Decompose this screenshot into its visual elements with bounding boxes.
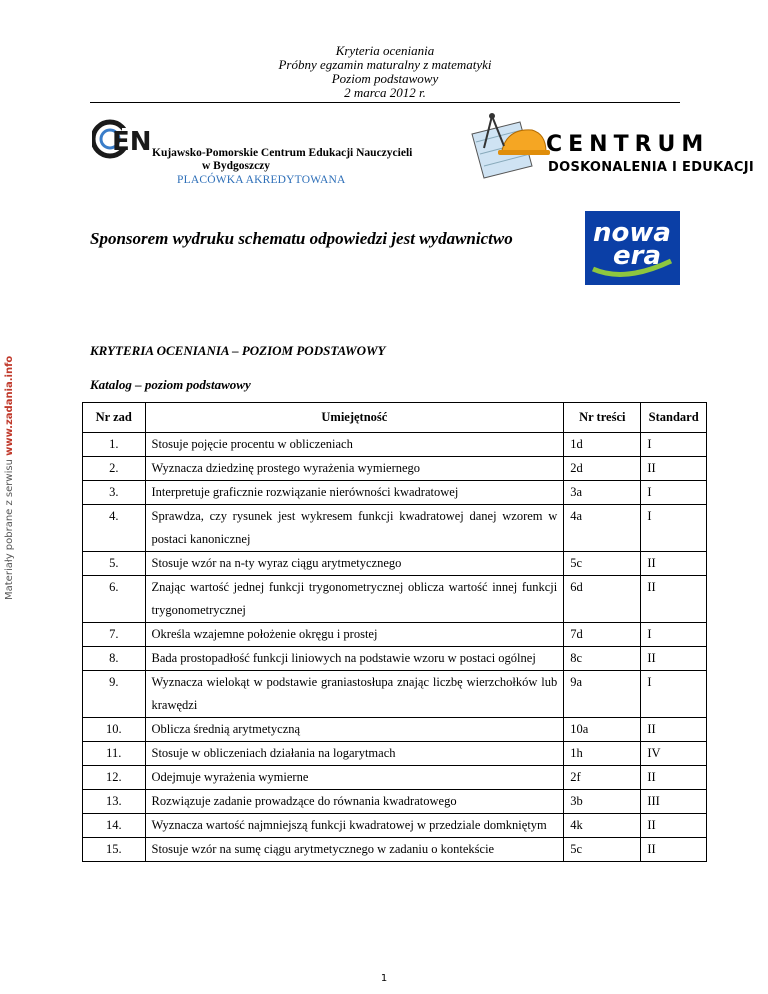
watermark-link[interactable]: www.zadania.info: [4, 355, 15, 456]
table-row: [83, 576, 707, 623]
content-number: 2f: [564, 766, 641, 790]
task-number: 11.: [83, 742, 146, 766]
standard-value: II: [641, 766, 707, 790]
header-title: Kryteria oceniania: [335, 43, 435, 58]
header-date: 2 marca 2012 r.: [344, 85, 426, 100]
table-header-row: [83, 403, 707, 433]
task-number: 10.: [83, 718, 146, 742]
page-number: 1: [380, 973, 388, 984]
content-number: 1h: [564, 742, 641, 766]
skill-description: Stosuje pojęcie procentu w obliczeniach: [145, 433, 564, 457]
nowa-era-line2: era: [612, 241, 662, 271]
content-number: 4a: [564, 505, 641, 552]
table-row: [83, 742, 707, 766]
cen-logo-icon: [92, 118, 154, 160]
content-number: 8c: [564, 647, 641, 671]
task-number: 15.: [83, 838, 146, 862]
centrum-subtitle: DOSKONALENIA I EDUKACJI: [548, 160, 754, 175]
task-number: 5.: [83, 552, 146, 576]
task-number: 8.: [83, 647, 146, 671]
standard-value: I: [641, 623, 707, 647]
content-number: 1d: [564, 433, 641, 457]
standard-value: IV: [641, 742, 707, 766]
cen-org-name: Kujawsko-Pomorskie Centrum Edukacji Nauczycieli: [152, 147, 413, 159]
task-number: 1.: [83, 433, 146, 457]
skill-description: Znając wartość jednej funkcji trygonometrycznej oblicza wartość innej funkcji trygonometrycznej: [145, 576, 564, 623]
task-number: 9.: [83, 671, 146, 718]
skill-description: Stosuje w obliczeniach działania na logarytmach: [145, 742, 564, 766]
task-number: 13.: [83, 790, 146, 814]
header-nr-zad: Nr zad: [83, 403, 146, 433]
cen-city: w Bydgoszczy: [202, 160, 271, 172]
skill-description: Odejmuje wyrażenia wymierne: [145, 766, 564, 790]
sponsor-text: Sponsorem wydruku schematu odpowiedzi jest wydawnictwo: [90, 229, 513, 248]
skill-description: Oblicza średnią arytmetyczną: [145, 718, 564, 742]
skill-description: Wyznacza dziedzinę prostego wyrażenia wymiernego: [145, 457, 564, 481]
standard-value: I: [641, 433, 707, 457]
content-number: 4k: [564, 814, 641, 838]
header-standard: Standard: [641, 403, 707, 433]
header-nr-tresci: Nr treści: [564, 403, 641, 433]
table-row: [83, 814, 707, 838]
skill-description: Sprawdza, czy rysunek jest wykresem funkcji kwadratowej danej wzorem w postaci kanonicznej: [145, 505, 564, 552]
skill-description: Bada prostopadłość funkcji liniowych na podstawie wzoru w postaci ogólnej: [145, 647, 564, 671]
svg-text:EN: EN: [112, 127, 152, 157]
nowa-era-line1: nowa: [593, 218, 671, 248]
skill-description: Rozwiązuje zadanie prowadzące do równania kwadratowego: [145, 790, 564, 814]
skill-description: Określa wzajemne położenie okręgu i prostej: [145, 623, 564, 647]
section-title: KRYTERIA OCENIANIA – POZIOM PODSTAWOWY: [90, 343, 386, 358]
content-number: 3a: [564, 481, 641, 505]
catalog-table: [82, 402, 707, 862]
content-number: 3b: [564, 790, 641, 814]
task-number: 2.: [83, 457, 146, 481]
header-divider: [90, 102, 680, 103]
table-row: [83, 838, 707, 862]
task-number: 3.: [83, 481, 146, 505]
table-row: [83, 552, 707, 576]
header-level: Poziom podstawowy: [331, 71, 439, 86]
task-number: 4.: [83, 505, 146, 552]
task-number: 14.: [83, 814, 146, 838]
watermark-prefix: Materiały pobrane z serwisu: [4, 455, 15, 600]
compass-helmet-icon: [462, 112, 554, 182]
content-number: 5c: [564, 552, 641, 576]
table-row: [83, 766, 707, 790]
standard-value: II: [641, 576, 707, 623]
table-row: [83, 647, 707, 671]
table-row: [83, 433, 707, 457]
table-row: [83, 623, 707, 647]
task-number: 12.: [83, 766, 146, 790]
cen-accreditation: PLACÓWKA AKREDYTOWANA: [177, 174, 346, 186]
watermark-source: [4, 355, 18, 600]
header-umiejetnosc: Umiejętność: [145, 403, 564, 433]
skill-description: Wyznacza wielokąt w podstawie graniastosłupa znając liczbę wierzchołków lub krawędzi: [145, 671, 564, 718]
table-row: [83, 505, 707, 552]
content-number: 6d: [564, 576, 641, 623]
content-number: 10a: [564, 718, 641, 742]
content-number: 2d: [564, 457, 641, 481]
standard-value: II: [641, 838, 707, 862]
skill-description: Stosuje wzór na sumę ciągu arytmetycznego w zadaniu o kontekście: [145, 838, 564, 862]
header-exam: Próbny egzamin maturalny z matematyki: [278, 57, 492, 72]
task-number: 6.: [83, 576, 146, 623]
catalog-title: Katalog – poziom podstawowy: [90, 377, 251, 392]
table-row: [83, 481, 707, 505]
skill-description: Interpretuje graficznie rozwiązanie nierówności kwadratowej: [145, 481, 564, 505]
table-row: [83, 718, 707, 742]
running-header: [90, 44, 680, 100]
standard-value: I: [641, 505, 707, 552]
nowa-era-logo: [585, 211, 680, 285]
standard-value: II: [641, 647, 707, 671]
standard-value: III: [641, 790, 707, 814]
content-number: 5c: [564, 838, 641, 862]
standard-value: II: [641, 718, 707, 742]
standard-value: II: [641, 814, 707, 838]
skill-description: Stosuje wzór na n-ty wyraz ciągu arytmetycznego: [145, 552, 564, 576]
centrum-title: CENTRUM: [546, 132, 710, 157]
content-number: 9a: [564, 671, 641, 718]
standard-value: II: [641, 552, 707, 576]
standard-value: I: [641, 671, 707, 718]
skill-description: Wyznacza wartość najmniejszą funkcji kwadratowej w przedziale domkniętym: [145, 814, 564, 838]
table-row: [83, 457, 707, 481]
content-number: 7d: [564, 623, 641, 647]
task-number: 7.: [83, 623, 146, 647]
standard-value: II: [641, 457, 707, 481]
table-row: [83, 790, 707, 814]
standard-value: I: [641, 481, 707, 505]
table-row: [83, 671, 707, 718]
